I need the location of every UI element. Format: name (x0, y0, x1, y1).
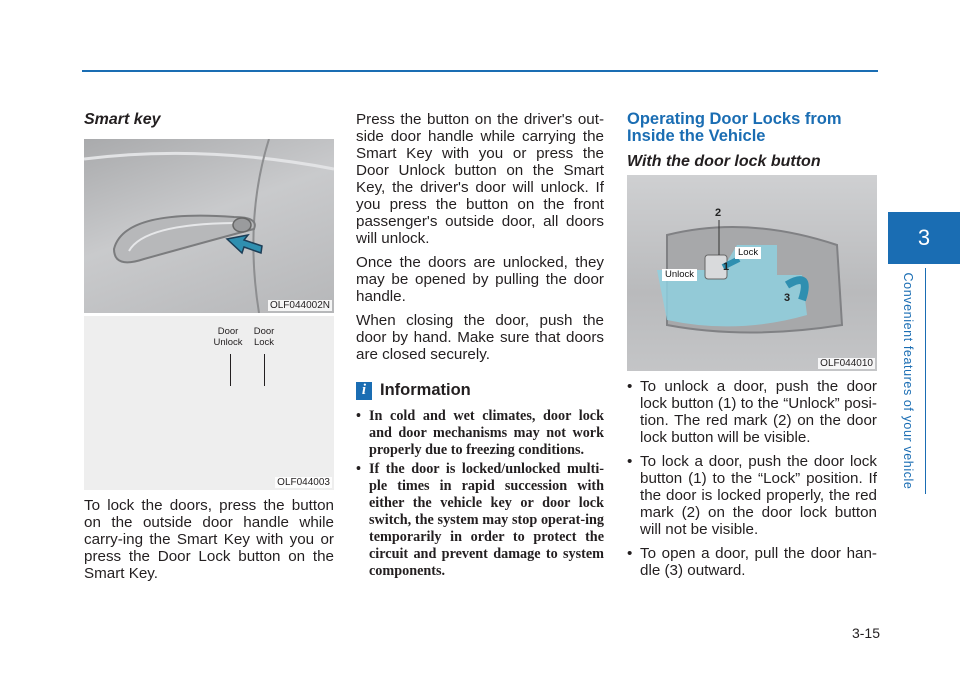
list-item: • In cold and wet climates, door lock and door mechanisms may not work properly due to freezing conditions. (356, 408, 604, 459)
list-item: • If the door is locked/unlocked multi-ple times in rapid succession with either the vehicle key or door lock switch, the system may stop operat-ing temporarily in order to protect the circuit and prevent damage to system components. (356, 461, 604, 580)
right-column (627, 111, 877, 171)
list-item: • To lock a door, push the door lock button (1) to the “Lock” position. If the door is locked properly, the red mark (2) on the door lock button will not be visible. (627, 453, 877, 538)
lock-instructions: To lock the doors, press the button on the outside door handle while carry-ing the Smart Key with you or press the Door Lock button on the Smart Key. (84, 497, 334, 582)
door-unlock-callout: Door Unlock (213, 326, 243, 348)
smart-key-heading: Smart key (84, 111, 161, 128)
open-instructions: Once the doors are unlocked, they may be opened by pulling the door handle. (356, 254, 604, 305)
chapter-title (899, 268, 917, 494)
callout-line (264, 354, 265, 386)
chapter-title-text: Convenient features of your vehicle (901, 272, 915, 490)
chapter-tab: 3 (888, 212, 960, 264)
left-text (84, 497, 334, 582)
information-list (356, 408, 604, 580)
unlock-tag: Unlock (662, 269, 697, 281)
left-column (84, 111, 334, 129)
door-handle-figure (84, 139, 334, 313)
door-handle-illustration (84, 139, 334, 313)
callout-line (230, 354, 231, 386)
smart-key-figure (84, 316, 334, 490)
list-item: • To unlock a door, push the door lock button (1) to the “Unlock” posi-tion. The red mark (2) on the door lock button will be visible. (627, 378, 877, 446)
close-instructions: When closing the door, push the door by hand. Make sure that doors are closed securely. (356, 312, 604, 363)
side-rule (925, 268, 926, 494)
arrow-icon (227, 235, 262, 253)
callout-2: 2 (715, 207, 722, 219)
figure-label: OLF044002N (269, 300, 330, 311)
middle-column (356, 111, 604, 582)
information-header (356, 381, 604, 400)
top-rule (82, 70, 878, 72)
door-lock-callout: Door Lock (253, 326, 275, 348)
info-icon: i (356, 382, 372, 400)
callout-3: 3 (784, 292, 791, 304)
figure-label: OLF044010 (820, 358, 873, 369)
page-number: 3-15 (851, 625, 880, 641)
door-lock-button-figure (627, 175, 877, 371)
unlock-instructions: Press the button on the driver's out-side door handle while carrying the Smart Key with you or press the Door Unlock button on the Smart Key, the driver's door will unlock. If you press the button on the front passenger's outside door, all doors will unlock. (356, 111, 604, 247)
right-text (627, 378, 877, 581)
list-item: • To open a door, pull the door han-dle (3) outward. (627, 545, 877, 579)
section-title: Operating Door Locks from Inside the Vehicle (627, 110, 842, 145)
callout-1: 1 (723, 261, 730, 273)
subheading: With the door lock button (627, 153, 821, 170)
lock-tag: Lock (735, 247, 761, 259)
figure-label: OLF044003 (277, 477, 330, 488)
information-title: Information (380, 381, 471, 399)
door-lock-steps (627, 378, 877, 579)
